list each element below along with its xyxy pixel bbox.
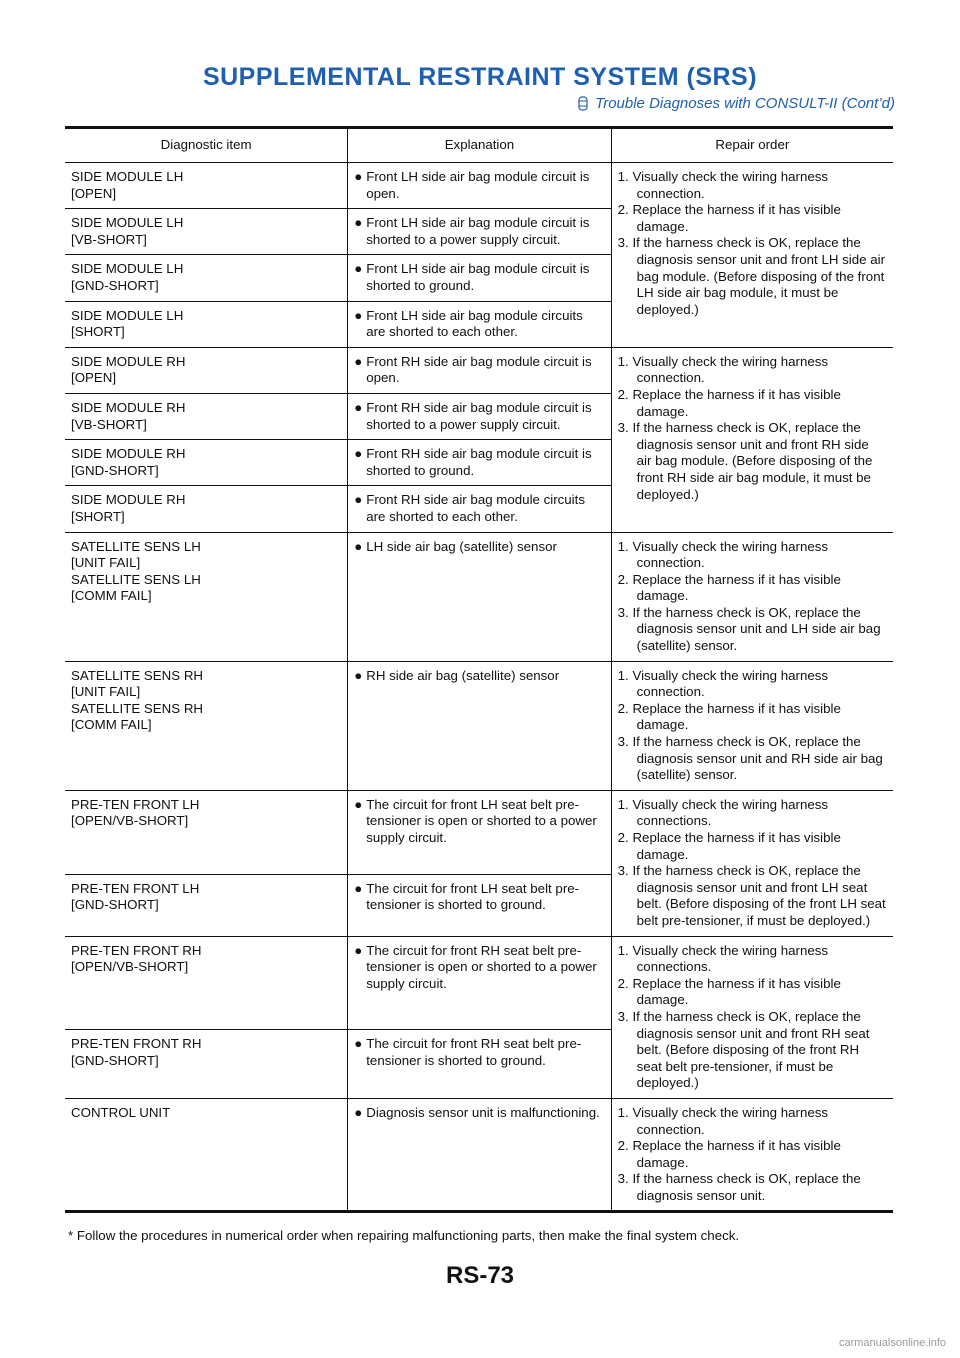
repair-step: 3. If the harness check is OK, replace the diagnosis sensor unit and front LH side air bag module. (Before disposing of the front LH side air bag module, it must be deployed.) xyxy=(617,235,886,317)
watermark: carmanualsonline.info xyxy=(838,1337,946,1349)
diagnostic-item-line: CONTROL UNIT xyxy=(71,1104,171,1120)
explanation-entry xyxy=(354,1105,604,1122)
explanation-entry xyxy=(354,881,604,914)
diagnostic-item-line: SIDE MODULE RH xyxy=(71,399,186,415)
repair-step: 1. Visually check the wiring harness connection. xyxy=(617,169,829,201)
explanation-entry xyxy=(354,1036,604,1069)
repair-step: 3. If the harness check is OK, replace the diagnosis sensor unit and front LH seat belt. (Before disposing of the front LH seat belt pre-tensioner, if must be deployed.) xyxy=(617,863,886,928)
explanation-cell xyxy=(348,163,611,209)
column-header-diagnostic-item: Diagnostic item xyxy=(65,128,348,163)
explanation-entry xyxy=(354,943,604,993)
column-header-repair-order: Repair order xyxy=(715,137,790,153)
diagnostic-item-line: SATELLITE SENS RH xyxy=(71,667,204,683)
explanation-cell xyxy=(348,347,611,393)
explanation-entry xyxy=(354,215,604,248)
explanation-text: Front RH side air bag module circuit is shorted to ground. xyxy=(366,446,592,478)
diagnostic-item-line: [GND-SHORT] xyxy=(71,462,159,478)
explanation-cell xyxy=(348,936,611,1030)
car-outline-icon xyxy=(577,96,589,111)
explanation-cell xyxy=(348,301,611,347)
table-row xyxy=(65,163,893,209)
diagnostic-item-cell xyxy=(65,163,348,209)
diagnostic-item-cell xyxy=(65,301,348,347)
diagnostic-item-line: SIDE MODULE RH xyxy=(71,492,186,508)
footnote: * Follow the procedures in numerical order when repairing malfunctioning parts, then make the final system check. xyxy=(68,1228,740,1243)
diagnostic-item-cell xyxy=(65,393,348,439)
diagnostic-item-line: PRE-TEN FRONT LH xyxy=(71,880,200,896)
repair-step: 2. Replace the harness if it has visible damage. xyxy=(617,1138,841,1170)
bullet-icon: ● xyxy=(354,446,363,462)
explanation-text: Diagnosis sensor unit is malfunctioning. xyxy=(366,1104,600,1120)
repair-step: 3. If the harness check is OK, replace the diagnosis sensor unit and front RH side air bag module. (Before disposing of the front RH side air bag module, it must be deployed.) xyxy=(617,420,873,502)
section-subtitle-row xyxy=(577,95,895,112)
repair-step: 2. Replace the harness if it has visible damage. xyxy=(617,571,841,604)
diagnostic-item-cell xyxy=(65,347,348,393)
explanation-entry xyxy=(354,261,604,294)
repair-step: 2. Replace the harness if it has visible damage. xyxy=(617,386,841,419)
bullet-icon: ● xyxy=(354,796,363,812)
explanation-cell xyxy=(348,1030,611,1099)
repair-order-cell xyxy=(611,163,893,348)
repair-step: 3. If the harness check is OK, replace the diagnosis sensor unit. xyxy=(617,1171,861,1203)
repair-order-cell xyxy=(611,532,893,661)
diagnostic-item-line: [GND-SHORT] xyxy=(71,897,159,913)
explanation-text: LH side air bag (satellite) sensor xyxy=(366,538,557,554)
diagnostic-item-cell xyxy=(65,661,348,790)
diagnostic-item-line: [OPEN/VB-SHORT] xyxy=(71,813,189,829)
bullet-icon: ● xyxy=(354,169,363,184)
diagnostic-item-line: SIDE MODULE RH xyxy=(71,353,186,369)
diagnostic-item-line: PRE-TEN FRONT RH xyxy=(71,942,202,958)
diagnostic-item-cell xyxy=(65,255,348,301)
explanation-text: Front LH side air bag module circuit is shorted to a power supply circuit. xyxy=(366,215,590,247)
bullet-icon: ● xyxy=(354,942,363,958)
diagnostic-item-line: [OPEN/VB-SHORT] xyxy=(71,959,189,975)
diagnostic-item-line: [VB-SHORT] xyxy=(71,416,147,432)
repair-step: 1. Visually check the wiring harness connection. xyxy=(617,538,829,571)
diagnostic-item-line: [VB-SHORT] xyxy=(71,231,147,247)
bullet-icon: ● xyxy=(354,667,363,683)
bullet-icon: ● xyxy=(354,880,363,896)
diagnostic-item-line: SIDE MODULE LH xyxy=(71,261,184,277)
explanation-cell xyxy=(348,393,611,439)
repair-step: 1. Visually check the wiring harness connections. xyxy=(617,796,829,829)
repair-order-cell xyxy=(611,936,893,1098)
repair-step: 1. Visually check the wiring harness connections. xyxy=(617,942,829,975)
repair-step: 3. If the harness check is OK, replace the diagnosis sensor unit and LH side air bag (satellite) sensor. xyxy=(617,604,881,654)
explanation-entry xyxy=(354,446,604,479)
explanation-entry xyxy=(354,492,604,525)
diagnostic-item-line: [GND-SHORT] xyxy=(71,277,159,293)
diagnostic-item-line: [SHORT] xyxy=(71,508,125,524)
repair-step: 3. If the harness check is OK, replace the diagnosis sensor unit and front RH seat belt. (Before disposing of the front RH seat belt pre-tensioner, if must be deployed.) xyxy=(617,1008,870,1091)
page-number: RS-73 xyxy=(445,1262,515,1289)
repair-order-cell xyxy=(611,347,893,532)
repair-step: 2. Replace the harness if it has visible damage. xyxy=(617,700,841,733)
explanation-entry xyxy=(354,400,604,433)
diagnostic-item-cell xyxy=(65,1098,348,1212)
explanation-entry xyxy=(354,539,604,556)
diagnostic-item-cell xyxy=(65,532,348,661)
diagnostic-item-cell xyxy=(65,1030,348,1099)
diagnostic-item-line: SIDE MODULE LH xyxy=(71,307,184,323)
table-row xyxy=(65,1098,893,1212)
diagnostic-item-cell xyxy=(65,936,348,1030)
diagnostic-table xyxy=(65,126,893,1213)
diagnostic-item-line: [UNIT FAIL] xyxy=(71,684,141,700)
diagnostic-item-line: SIDE MODULE LH xyxy=(71,169,184,184)
explanation-text: Front LH side air bag module circuits are shorted to each other. xyxy=(366,307,583,340)
repair-step: 1. Visually check the wiring harness connection. xyxy=(617,667,829,700)
explanation-cell xyxy=(348,661,611,790)
bullet-icon: ● xyxy=(354,538,363,554)
explanation-entry xyxy=(354,169,604,202)
repair-step: 3. If the harness check is OK, replace the diagnosis sensor unit and RH side air bag (satellite) sensor. xyxy=(617,734,883,783)
explanation-text: The circuit for front RH seat belt pre-tensioner is shorted to ground. xyxy=(366,1036,582,1068)
bullet-icon: ● xyxy=(354,399,363,415)
repair-step: 2. Replace the harness if it has visible damage. xyxy=(617,975,841,1008)
explanation-cell xyxy=(348,440,611,486)
diagnostic-item-cell xyxy=(65,440,348,486)
diagnostic-item-cell xyxy=(65,486,348,532)
page-header xyxy=(0,62,960,92)
explanation-cell xyxy=(348,1098,611,1212)
explanation-text: The circuit for front LH seat belt pre-tensioner is open or shorted to a power supply circuit. xyxy=(366,796,597,845)
explanation-cell xyxy=(348,486,611,532)
section-subtitle: Trouble Diagnoses with CONSULT-II (Cont’d) xyxy=(595,95,895,112)
explanation-cell xyxy=(348,532,611,661)
table-row xyxy=(65,661,893,790)
bullet-icon: ● xyxy=(354,307,363,323)
diagnostic-item-line: SATELLITE SENS RH xyxy=(71,700,204,716)
repair-step: 1. Visually check the wiring harness connection. xyxy=(617,353,829,386)
diagnostic-item-line: [OPEN] xyxy=(71,185,117,201)
bullet-icon: ● xyxy=(354,261,363,277)
explanation-entry xyxy=(354,308,604,341)
explanation-entry xyxy=(354,797,604,847)
bullet-icon: ● xyxy=(354,1036,363,1052)
explanation-entry xyxy=(354,668,604,685)
table-row xyxy=(65,936,893,1030)
repair-step: 1. Visually check the wiring harness connection. xyxy=(617,1104,829,1137)
explanation-cell xyxy=(348,790,611,874)
explanation-text: Front LH side air bag module circuit is shorted to ground. xyxy=(366,261,590,293)
repair-order-cell xyxy=(611,661,893,790)
repair-order-cell xyxy=(611,1098,893,1212)
explanation-cell xyxy=(348,874,611,936)
diagnostic-item-cell xyxy=(65,874,348,936)
explanation-text: Front RH side air bag module circuits are shorted to each other. xyxy=(366,492,585,524)
explanation-cell xyxy=(348,255,611,301)
repair-step: 2. Replace the harness if it has visible damage. xyxy=(617,202,841,234)
table-row xyxy=(65,532,893,661)
table-row xyxy=(65,347,893,393)
diagnostic-item-line: SIDE MODULE LH xyxy=(71,215,184,231)
diagnostic-item-line: SATELLITE SENS LH xyxy=(71,538,201,554)
column-header-explanation: Explanation xyxy=(348,128,611,163)
repair-step: 2. Replace the harness if it has visible damage. xyxy=(617,830,841,862)
diagnostic-item-line: [OPEN] xyxy=(71,370,117,386)
diagnostic-item-line: [COMM FAIL] xyxy=(71,717,152,733)
explanation-text: Front RH side air bag module circuit is shorted to a power supply circuit. xyxy=(366,399,592,432)
diagnostic-item-cell xyxy=(65,790,348,874)
explanation-entry xyxy=(354,354,604,387)
explanation-text: RH side air bag (satellite) sensor xyxy=(366,667,560,683)
diagnostic-item-line: [COMM FAIL] xyxy=(71,588,152,604)
diagnostic-item-line: [UNIT FAIL] xyxy=(71,555,141,571)
explanation-cell xyxy=(348,209,611,255)
table-body xyxy=(65,163,893,1212)
table-row xyxy=(65,790,893,874)
diagnostic-item-line: PRE-TEN FRONT RH xyxy=(71,1036,202,1052)
diagnostic-item-line: PRE-TEN FRONT LH xyxy=(71,796,200,812)
bullet-icon: ● xyxy=(354,1104,363,1120)
explanation-text: Front RH side air bag module circuit is open. xyxy=(366,353,592,386)
table-header-row xyxy=(65,128,893,163)
repair-order-cell xyxy=(611,790,893,936)
diagnostic-item-line: [SHORT] xyxy=(71,324,125,340)
diagnostic-item-line: SATELLITE SENS LH xyxy=(71,571,201,587)
diagnostic-item-line: SIDE MODULE RH xyxy=(71,446,186,462)
explanation-text: Front LH side air bag module circuit is open. xyxy=(366,169,590,201)
bullet-icon: ● xyxy=(354,353,363,369)
diagnostic-item-cell xyxy=(65,209,348,255)
bullet-icon: ● xyxy=(354,215,363,231)
bullet-icon: ● xyxy=(354,492,363,508)
page-title: SUPPLEMENTAL RESTRAINT SYSTEM (SRS) xyxy=(202,63,758,91)
diagnostic-item-line: [GND-SHORT] xyxy=(71,1052,159,1068)
explanation-text: The circuit for front LH seat belt pre-tensioner is shorted to ground. xyxy=(366,880,580,913)
explanation-text: The circuit for front RH seat belt pre-tensioner is open or shorted to a power supply circuit. xyxy=(366,942,597,991)
